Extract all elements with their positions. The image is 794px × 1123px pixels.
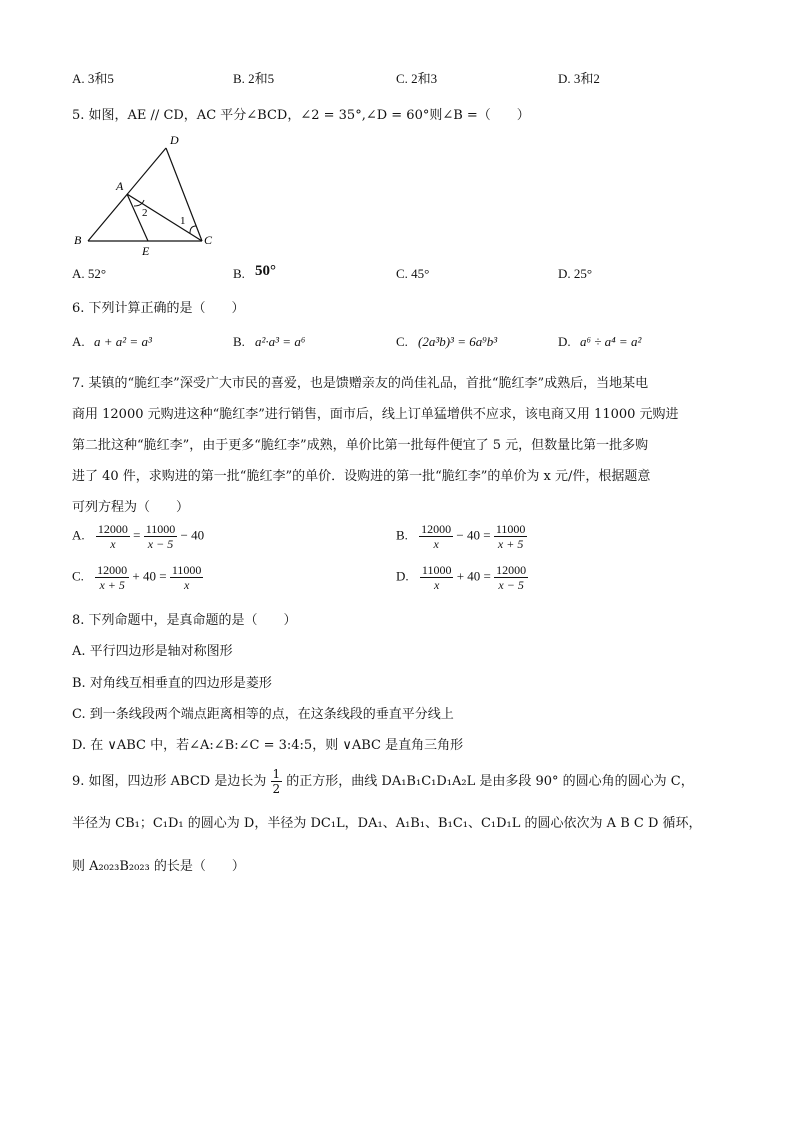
q9-line-1-end: 的正方形，曲线 DA₁B₁C₁D₁A₂L 是由多段 90° 的圆心角的圆心为 C， bbox=[286, 774, 694, 789]
q5-triangle-figure bbox=[70, 130, 230, 258]
fraction-one-half: $\frac{1}{2}$ bbox=[272, 767, 281, 796]
label-d: D bbox=[170, 133, 179, 147]
q4-option-b: B. 2和5 bbox=[233, 71, 275, 86]
fraction: $\frac{11000}{x}$ bbox=[421, 563, 452, 592]
q7-line-3: 第二批这种“脆红李”，由于更多“脆红李”成熟，单价比第一批每件便宜了 5 元，但数量比第一批多购 bbox=[72, 438, 649, 453]
q6-option-a-expr: a + a² = a³ bbox=[94, 334, 152, 349]
q6-option-d-expr: a⁶ ÷ a⁴ = a² bbox=[580, 334, 642, 349]
q5-option-b-label: B. bbox=[233, 266, 245, 281]
label-2: 2 bbox=[142, 207, 148, 219]
line-ac bbox=[127, 194, 202, 241]
fraction: $\frac{11000}{x + 5}$ bbox=[495, 522, 526, 551]
fraction: $\frac{12000}{x - 5}$ bbox=[496, 563, 527, 592]
q4-option-a: A. 3和5 bbox=[72, 71, 114, 86]
q5-stem: 5. 如图，AE // CD，AC 平分∠BCD，∠2 = 35°,∠D = 60°则∠B =（ ） bbox=[72, 108, 530, 123]
q8-option-c: C. 到一条线段两个端点距离相等的点，在这条线段的垂直平分线上 bbox=[72, 707, 454, 722]
q4-option-c: C. 2和3 bbox=[396, 71, 438, 86]
q7-line-1: 7. 某镇的“脆红李”深受广大市民的喜爱，也是馈赠亲友的尚佳礼品，首批“脆红李”成熟后，当地某电 bbox=[72, 376, 649, 391]
label-b: B bbox=[74, 233, 82, 247]
angle-1-arc bbox=[190, 226, 196, 233]
q5-option-d: D. 25° bbox=[558, 266, 593, 281]
q8-option-b: B. 对角线互相垂直的四边形是菱形 bbox=[72, 676, 272, 691]
q6-option-c-expr: (2a³b)³ = 6a⁹b³ bbox=[418, 334, 498, 349]
q5-option-c: C. 45° bbox=[396, 266, 430, 281]
label-1: 1 bbox=[180, 215, 186, 227]
label-c: C bbox=[204, 233, 213, 247]
q7-line-4: 进了 40 件，求购进的第一批“脆红李”的单价．设购进的第一批“脆红李”的单价为 x 元/件，根据题意 bbox=[72, 469, 651, 484]
line-dc bbox=[166, 148, 202, 241]
label-a: A bbox=[116, 179, 124, 193]
q7-option-c: C. $\frac{12000}{x + 5}$ + 40 = $\frac{11000}{x}$ bbox=[72, 563, 202, 592]
q7-option-a: A. $\frac{12000}{x}$ = $\frac{11000}{x - 5}$ − 40 bbox=[72, 522, 205, 551]
q9-line-1 bbox=[72, 767, 694, 796]
q9-line-2: 半径为 CB₁；C₁D₁ 的圆心为 D，半径为 DC₁L，DA₁、A₁B₁、B₁C₁、C₁D₁L 的圆心依次为 A B C D 循环， bbox=[72, 816, 702, 831]
q8-option-d: D. 在 ∨ABC 中，若∠A:∠B:∠C = 3:4:5，则 ∨ABC 是直角三角形 bbox=[72, 738, 464, 753]
q6-option-c-label: C. bbox=[396, 334, 408, 349]
fraction: $\frac{12000}{x + 5}$ bbox=[97, 563, 128, 592]
q5-option-b-value: 50° bbox=[255, 263, 276, 279]
q4-option-d: D. 3和2 bbox=[558, 71, 600, 86]
q6-option-a-label: A. bbox=[72, 334, 85, 349]
q7-line-2: 商用 12000 元购进这种“脆红李”进行销售，面市后，线上订单猛增供不应求，该电商又用 11000 元购进 bbox=[72, 407, 679, 422]
q7-option-b-label: B. bbox=[396, 527, 408, 543]
fraction: $\frac{12000}{x}$ bbox=[97, 522, 128, 551]
q7-line-5: 可列方程为（ ） bbox=[72, 500, 190, 515]
q6-option-d-label: D. bbox=[558, 334, 571, 349]
q7-option-a-label: A. bbox=[72, 527, 85, 543]
q9-line-3: 则 A₂₀₂₃B₂₀₂₃ 的长是（ ） bbox=[72, 859, 245, 874]
fraction: $\frac{11000}{x - 5}$ bbox=[145, 522, 176, 551]
q7-option-c-label: C. bbox=[72, 568, 84, 584]
fraction: $\frac{12000}{x}$ bbox=[421, 522, 452, 551]
q5-option-a: A. 52° bbox=[72, 266, 107, 281]
q7-option-b: B. $\frac{12000}{x}$ − 40 = $\frac{11000}{x + 5}$ bbox=[396, 522, 526, 551]
q7-option-d: D. $\frac{11000}{x}$ + 40 = $\frac{12000}{x - 5}$ bbox=[396, 563, 527, 592]
q9-line-1-start: 9. 如图，四边形 ABCD 是边长为 bbox=[72, 774, 267, 789]
q8-stem: 8. 下列命题中，是真命题的是（ ） bbox=[72, 613, 297, 628]
label-e: E bbox=[142, 244, 150, 258]
q6-option-b-expr: a²·a³ = a⁶ bbox=[255, 334, 306, 349]
q7-option-d-label: D. bbox=[396, 568, 409, 584]
fraction: $\frac{11000}{x}$ bbox=[171, 563, 202, 592]
q8-option-a: A. 平行四边形是轴对称图形 bbox=[72, 644, 233, 659]
q6-stem: 6. 下列计算正确的是（ ） bbox=[72, 301, 245, 316]
q6-option-b-label: B. bbox=[233, 334, 245, 349]
